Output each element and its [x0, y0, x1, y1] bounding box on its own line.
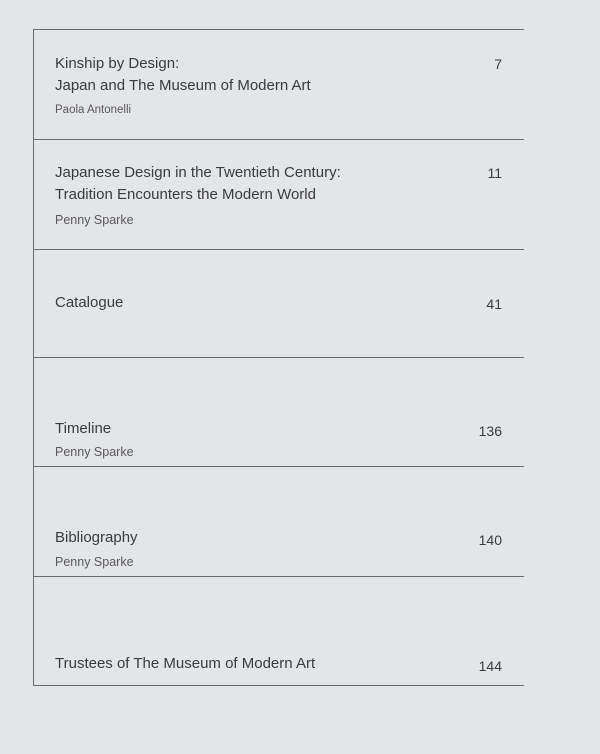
entry-author: Penny Sparke: [55, 213, 134, 227]
entry-page-number: 7: [494, 56, 502, 72]
entry-title-line: Timeline: [55, 420, 112, 437]
entry-title-line: Catalogue: [55, 294, 124, 311]
toc-entry-kinship-by-design: [34, 29, 524, 140]
entry-title-line: Japanese Design in the Twentieth Century:: [55, 164, 341, 181]
entry-title-line: Tradition Encounters the Modern World: [55, 186, 316, 203]
toc-entry-trustees: [34, 577, 524, 686]
entry-title: [55, 653, 315, 675]
toc-entry-catalogue: [34, 250, 524, 358]
entry-page-number: 144: [478, 658, 502, 674]
toc-entry-japanese-design: [34, 140, 524, 250]
entry-author: Penny Sparke: [55, 445, 134, 459]
entry-page-number: 136: [478, 423, 502, 439]
toc-entry-timeline: [34, 358, 524, 467]
entry-title: [55, 527, 138, 549]
table-of-contents: [33, 29, 524, 686]
entry-title: [55, 418, 111, 440]
entry-title-line: Japan and The Museum of Modern Art: [55, 77, 311, 94]
toc-entry-bibliography: [34, 467, 524, 577]
entry-title: [55, 162, 341, 206]
entry-page-number: 41: [486, 296, 502, 312]
entry-title: [55, 292, 123, 314]
entry-title-line: Trustees of The Museum of Modern Art: [55, 655, 316, 672]
entry-page-number: 11: [487, 165, 502, 181]
entry-author: Paola Antonelli: [55, 104, 132, 116]
entry-title-line: Kinship by Design:: [55, 55, 180, 72]
entry-author: Penny Sparke: [55, 555, 134, 569]
entry-title: [55, 53, 311, 97]
entry-page-number: 140: [478, 532, 502, 548]
entry-title-line: Bibliography: [55, 529, 138, 546]
